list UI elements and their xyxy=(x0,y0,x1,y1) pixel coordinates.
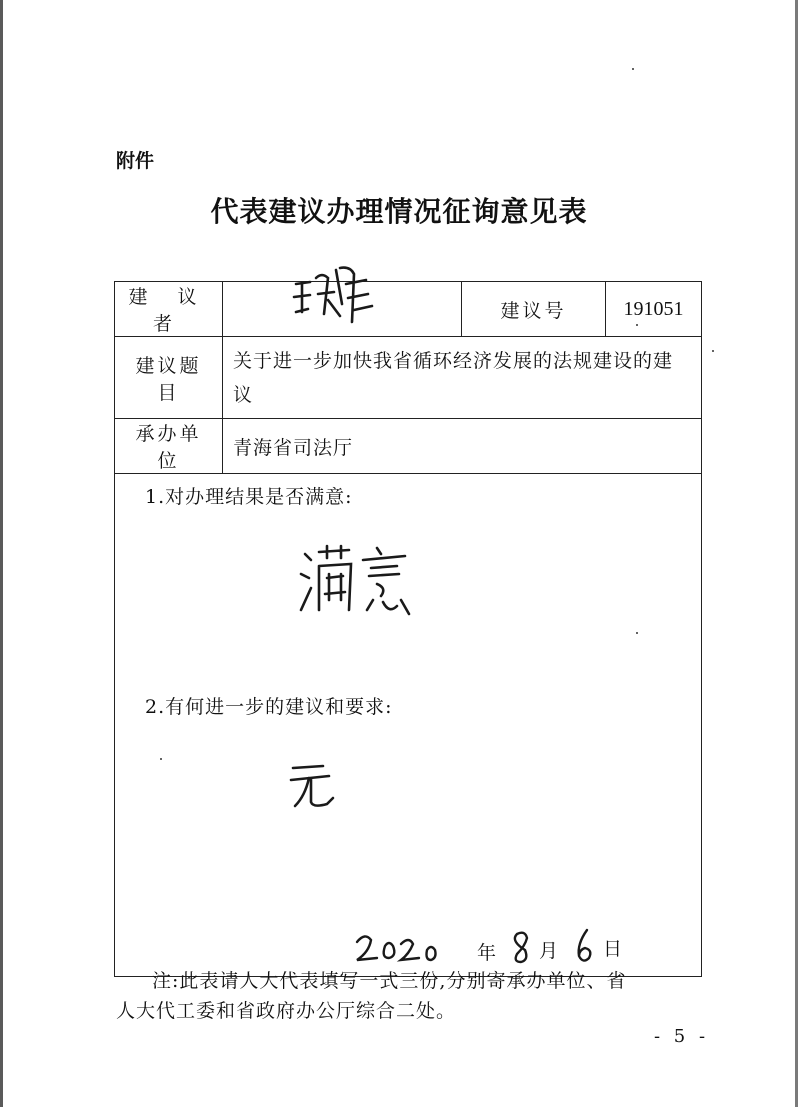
scan-speck xyxy=(636,324,638,326)
attachment-label: 附件 xyxy=(116,150,155,172)
proposer-label: 建 议 者 xyxy=(115,282,223,337)
footnote-line-1: 注:此表请人大代表填写一式三份,分别寄承办单位、省 xyxy=(152,970,627,992)
scan-speck xyxy=(712,350,714,352)
scan-speck xyxy=(160,758,162,760)
subject-value: 关于进一步加快我省循环经济发展的法规建设的建议 xyxy=(223,337,702,419)
proposer-row xyxy=(115,282,702,337)
handwritten-date-month xyxy=(507,928,537,968)
date-year-suffix: 年 xyxy=(477,942,497,964)
feedback-cell xyxy=(115,474,702,977)
feedback-row xyxy=(115,474,702,977)
footnote-line-2: 人大代工委和省政府办公厅综合二处。 xyxy=(116,1000,457,1022)
footnote xyxy=(116,966,702,1026)
handler-label: 承办单位 xyxy=(115,419,223,474)
proposal-number-label: 建议号 xyxy=(462,282,606,337)
proposer-signature xyxy=(288,264,378,328)
date-month-suffix: 月 xyxy=(539,940,559,962)
page-edge-left xyxy=(0,0,3,1107)
proposal-number-value: 191051 xyxy=(606,282,702,337)
scan-speck xyxy=(636,632,638,634)
page-number: - 5 - xyxy=(654,1026,710,1047)
handwritten-date-year xyxy=(351,930,451,970)
handwritten-answer-none xyxy=(289,762,339,812)
opinion-form-table xyxy=(114,281,702,977)
question-further-suggestions: 2.有何进一步的建议和要求: xyxy=(145,696,393,718)
question-satisfaction: 1.对办理结果是否满意: xyxy=(145,486,353,508)
handwritten-date-day xyxy=(571,926,601,966)
handler-value: 青海省司法厅 xyxy=(223,419,702,474)
subject-label: 建议题目 xyxy=(115,337,223,419)
document-title: 代表建议办理情况征询意见表 xyxy=(210,195,588,228)
proposer-signature-cell xyxy=(223,282,462,337)
subject-row xyxy=(115,337,702,419)
handwritten-answer-satisfied xyxy=(297,544,427,624)
handler-row xyxy=(115,419,702,474)
scan-speck xyxy=(632,68,634,70)
date-day-suffix: 日 xyxy=(603,938,623,960)
